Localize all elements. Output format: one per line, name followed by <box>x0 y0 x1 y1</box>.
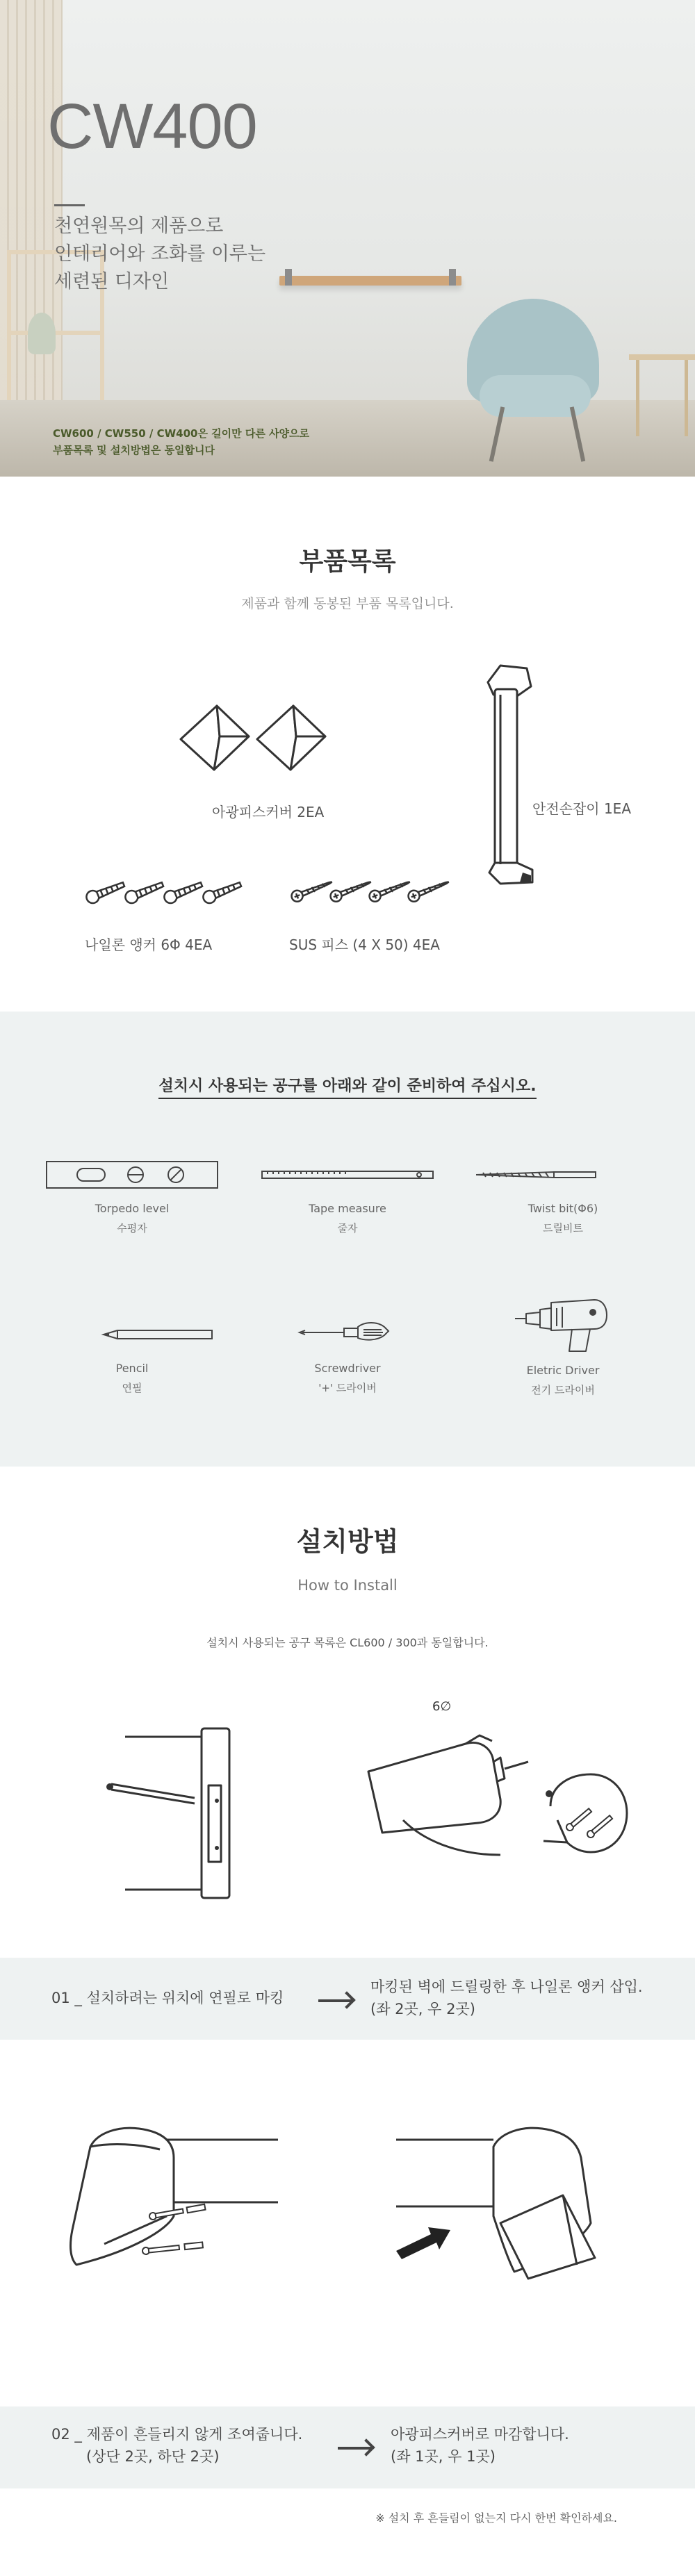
title-divider <box>54 204 85 206</box>
tool-name-ko: '+' 드라이버 <box>318 1382 377 1394</box>
step-1-bar <box>0 1958 695 2040</box>
table-leg <box>636 360 639 436</box>
tool-name-ko: 드릴비트 <box>543 1222 583 1235</box>
safety-handle-icon <box>480 661 549 891</box>
variant-note <box>53 425 309 459</box>
tools-section <box>0 1012 695 1467</box>
step-2-left-text <box>51 2423 302 2468</box>
corner-cover-icon <box>174 697 341 781</box>
step-1-left-text <box>51 1987 284 2009</box>
part-label-handle: 안전손잡이 1EA <box>532 800 632 817</box>
subtitle-line: 천연원목의 제품으로 <box>54 215 224 237</box>
subtitle-line: 인테리어와 조화를 이루는 <box>54 243 266 265</box>
parts-title: 부품목록 <box>299 547 396 576</box>
step-2-right-text <box>391 2423 569 2468</box>
sus-screw-icon <box>288 860 455 916</box>
nylon-anchor-icon <box>83 860 250 916</box>
step-line: (상단 2곳, 하단 2곳) <box>86 2448 220 2465</box>
electric-drill-icon <box>476 1293 650 1354</box>
screwdriver-icon <box>261 1310 434 1352</box>
footnote: ※ 설치 후 흔들림이 없는지 다시 한번 확인하세요. <box>375 2511 617 2525</box>
hero-subtitle <box>54 213 265 296</box>
tools-title <box>0 1074 695 1096</box>
step-1-right-text <box>370 1976 643 2020</box>
part-label-cover: 아광피스커버 2EA <box>212 804 325 820</box>
tool-name-en: Torpedo level <box>95 1202 170 1215</box>
note-line: CW600 / CW550 / CW400은 길이만 다른 사양으로 <box>53 427 310 440</box>
tool-name-ko: 수평자 <box>117 1222 147 1235</box>
note-line: 부품목록 및 설치방법은 동일합니다 <box>53 444 215 456</box>
tool-name-en: Screwdriver <box>314 1362 381 1375</box>
step-line: 01 _ 설치하려는 위치에 연필로 마킹 <box>51 1990 284 2006</box>
tool-name-ko: 줄자 <box>337 1222 358 1235</box>
tool-name-en: Tape measure <box>309 1202 386 1215</box>
step2-cover-illustration <box>389 2119 639 2286</box>
arrow-right-icon <box>338 2447 371 2450</box>
step-line: (좌 2곳, 우 2곳) <box>370 2001 475 2017</box>
plant-image <box>28 313 56 354</box>
arrow-right-icon <box>318 1999 352 2002</box>
parts-section <box>0 477 695 1012</box>
tool-item <box>257 1310 438 1395</box>
part-label-anchor: 나일론 앵커 6Φ 4EA <box>85 936 213 953</box>
tool-item <box>473 1157 653 1235</box>
tool-name-ko: 연필 <box>122 1382 142 1394</box>
side-table-image <box>629 354 695 360</box>
tool-name-en: Eletric Driver <box>526 1364 600 1377</box>
product-shelf-image <box>279 276 461 286</box>
step-line: (좌 1곳, 우 1곳) <box>391 2448 496 2465</box>
table-leg <box>685 360 688 436</box>
tools-title-text: 설치시 사용되는 공구를 아래와 같이 준비하여 주십시오. <box>158 1078 536 1099</box>
tool-item <box>42 1157 222 1235</box>
step1-drilling-illustration <box>361 1716 653 1917</box>
step-line: 마킹된 벽에 드릴링한 후 나일론 앵커 삽입. <box>370 1979 643 1995</box>
step-2-bar <box>0 2406 695 2488</box>
tool-item <box>42 1317 222 1395</box>
install-subtitle: How to Install <box>297 1577 398 1594</box>
part-label-screw: SUS 피스 (4 X 50) 4EA <box>289 936 440 953</box>
tool-name-ko: 전기 드라이버 <box>531 1384 595 1396</box>
install-title: 설치방법 <box>296 1526 399 1557</box>
step1-marking-illustration <box>97 1716 271 1904</box>
tape-measure-icon <box>261 1157 434 1192</box>
tool-name-en: Twist bit(Φ6) <box>528 1202 598 1215</box>
install-note: 설치시 사용되는 공구 목록은 CL600 / 300과 동일합니다. <box>206 1636 489 1649</box>
hero-banner <box>0 0 695 477</box>
subtitle-line: 세련된 디자인 <box>54 271 170 292</box>
tool-item <box>257 1157 438 1235</box>
parts-subtitle: 제품과 함께 동봉된 부품 목록입니다. <box>241 596 454 611</box>
twist-bit-icon <box>476 1157 650 1192</box>
tool-name-en: Pencil <box>115 1362 149 1375</box>
tool-item <box>473 1293 653 1397</box>
step2-fastening-illustration <box>63 2119 292 2279</box>
step-line: 02 _ 제품이 흔들리지 않게 조여줍니다. <box>51 2426 303 2443</box>
drill-size-label: 6∅ <box>432 1699 452 1714</box>
product-title: CW400 <box>47 91 257 162</box>
torpedo-level-icon <box>45 1157 219 1192</box>
step-line: 아광피스커버로 마감합니다. <box>391 2426 569 2443</box>
pencil-icon <box>45 1317 219 1352</box>
